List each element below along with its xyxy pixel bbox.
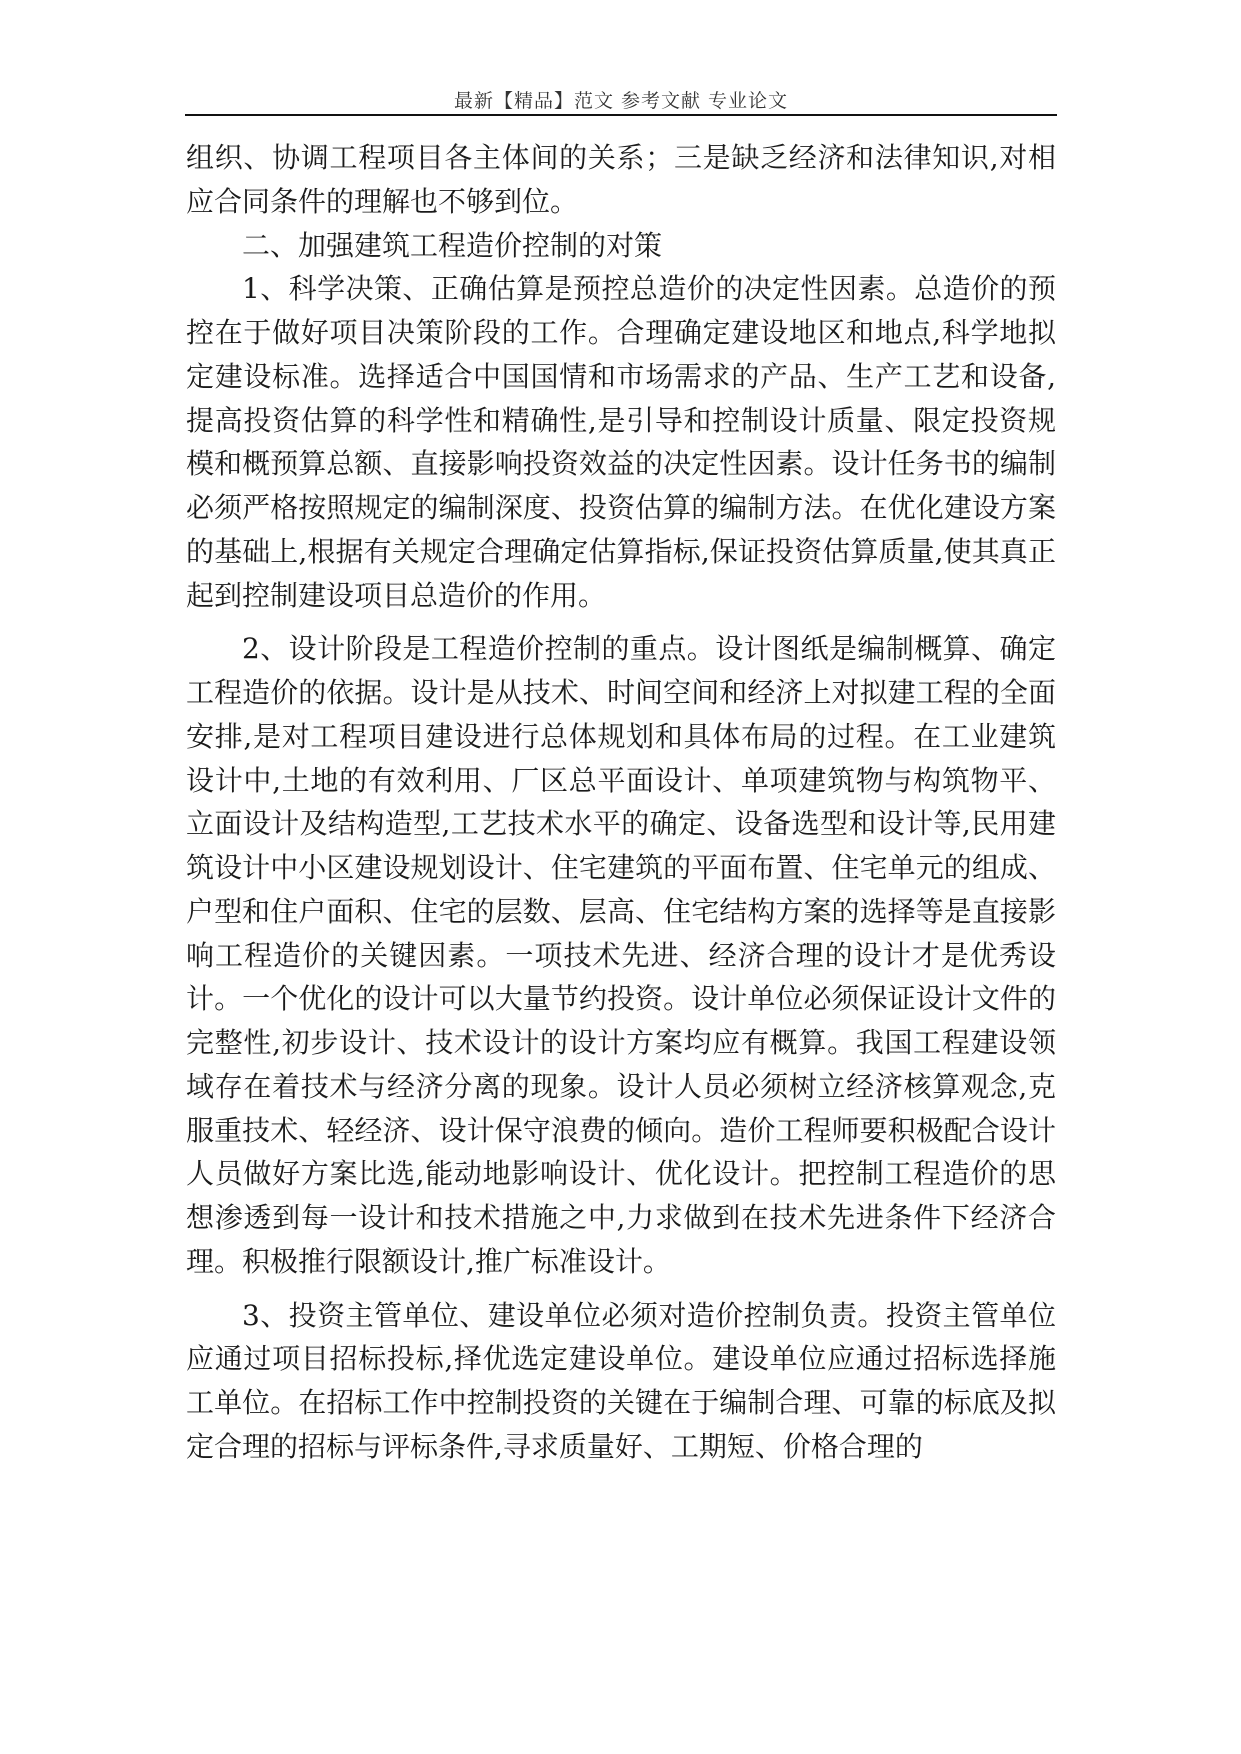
page-header: 最新【精品】范文 参考文献 专业论文 xyxy=(453,90,789,112)
header-divider xyxy=(185,114,1057,116)
paragraph-1: 1、科学决策、正确估算是预控总造价的决定性因素。总造价的预控在于做好项目决策阶段的工作。合理确定建设地区和地点,科学地拟定建设标准。选择适合中国国情和市场需求的产品、生产工艺和设备,提高投资估算的科学性和精确性,是引导和控制设计质量、限定投资规模和概预算总额、直接影响投资效益的决定性因素。设计任务书的编制必须严格按照规定的编制深度、投资估算的编制方法。在优化建设方案的基础上,根据有关规定合理确定估算指标,保证投资估算质量,使其真正起到控制建设项目总造价的作用。 xyxy=(186,272,1056,612)
paragraph-3: 3、投资主管单位、建设单位必须对造价控制负责。投资主管单位应通过项目招标投标,择优选定建设单位。建设单位应通过招标选择施工单位。在招标工作中控制投资的关键在于编制合理、可靠的标底及拟定合理的招标与评标条件,寻求质量好、工期短、价格合理的 xyxy=(186,1298,1056,1463)
paragraph-2: 2、设计阶段是工程造价控制的重点。设计图纸是编制概算、确定工程造价的依据。设计是从技术、时间空间和经济上对拟建工程的全面安排,是对工程项目建设进行总体规划和具体布局的过程。在工业建筑设计中,土地的有效利用、厂区总平面设计、单项建筑物与构筑物平、立面设计及结构造型,工艺技术水平的确定、设备选型和设计等,民用建筑设计中小区建设规划设计、住宅建筑的平面布置、住宅单元的组成、户型和住户面积、住宅的层数、层高、住宅结构方案的选择等是直接影响工程造价的关键因素。一项技术先进、经济合理的设计才是优秀设计。一个优化的设计可以大量节约投资。设计单位必须保证设计文件的完整性,初步设计、技术设计的设计方案均应有概算。我国工程建设领域存在着技术与经济分离的现象。设计人员必须树立经济核算观念,克服重技术、轻经济、设计保守浪费的倾向。造价工程师要积极配合设计人员做好方案比选,能动地影响设计、优化设计。把控制工程造价的思想渗透到每一设计和技术措施之中,力求做到在技术先进条件下经济合理。积极推行限额设计,推广标准设计。 xyxy=(186,632,1056,1278)
section-heading: 二、加强建筑工程造价控制的对策 xyxy=(242,228,663,262)
paragraph-continued: 组织、协调工程项目各主体间的关系；三是缺乏经济和法律知识,对相应合同条件的理解也不够到位。 xyxy=(186,141,1056,218)
document-body xyxy=(186,136,1056,1469)
